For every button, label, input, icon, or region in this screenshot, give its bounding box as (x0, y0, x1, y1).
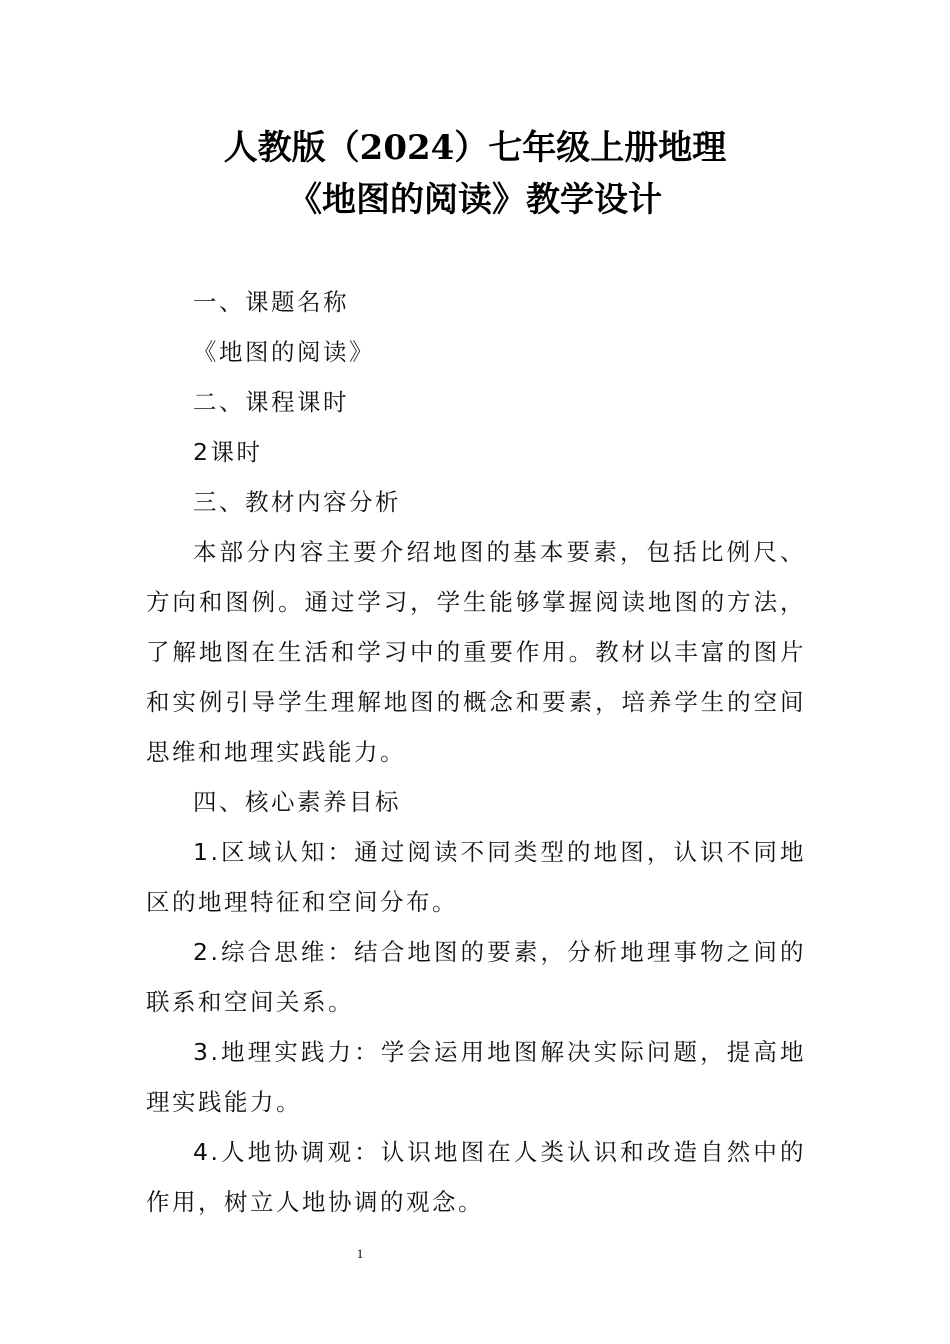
document-body (146, 277, 806, 1227)
content-analysis-paragraph: 本部分内容主要介绍地图的基本要素，包括比例尺、方向和图例。通过学习，学生能够掌握阅读地图的方法，了解地图在生活和学习中的重要作用。教材以丰富的图片和实例引导学生理解地图的概念和要素，培养学生的空间思维和地理实践能力。 (146, 538, 806, 766)
document-title-line-1: 人教版（2024）七年级上册地理 (223, 128, 727, 168)
section-heading-objectives: 四、核心素养目标 (193, 788, 401, 816)
objective-item: 3.地理实践力：学会运用地图解决实际问题，提高地理实践能力。 (146, 1038, 806, 1116)
section-heading-content-analysis: 三、教材内容分析 (193, 488, 401, 516)
section-heading-hours: 二、课程课时 (193, 388, 349, 416)
course-hours: 2课时 (193, 438, 263, 466)
section-heading-topic: 一、课题名称 (193, 288, 349, 316)
objective-item: 1.区域认知：通过阅读不同类型的地图，认识不同地区的地理特征和空间分布。 (146, 838, 806, 916)
objective-item: 2.综合思维：结合地图的要素，分析地理事物之间的联系和空间关系。 (146, 938, 806, 1016)
topic-name: 《地图的阅读》 (193, 338, 375, 366)
document-title-line-2: 《地图的阅读》教学设计 (288, 180, 662, 220)
objective-item: 4.人地协调观：认识地图在人类认识和改造自然中的作用，树立人地协调的观念。 (146, 1138, 806, 1216)
page-number: 1 (356, 1246, 364, 1261)
